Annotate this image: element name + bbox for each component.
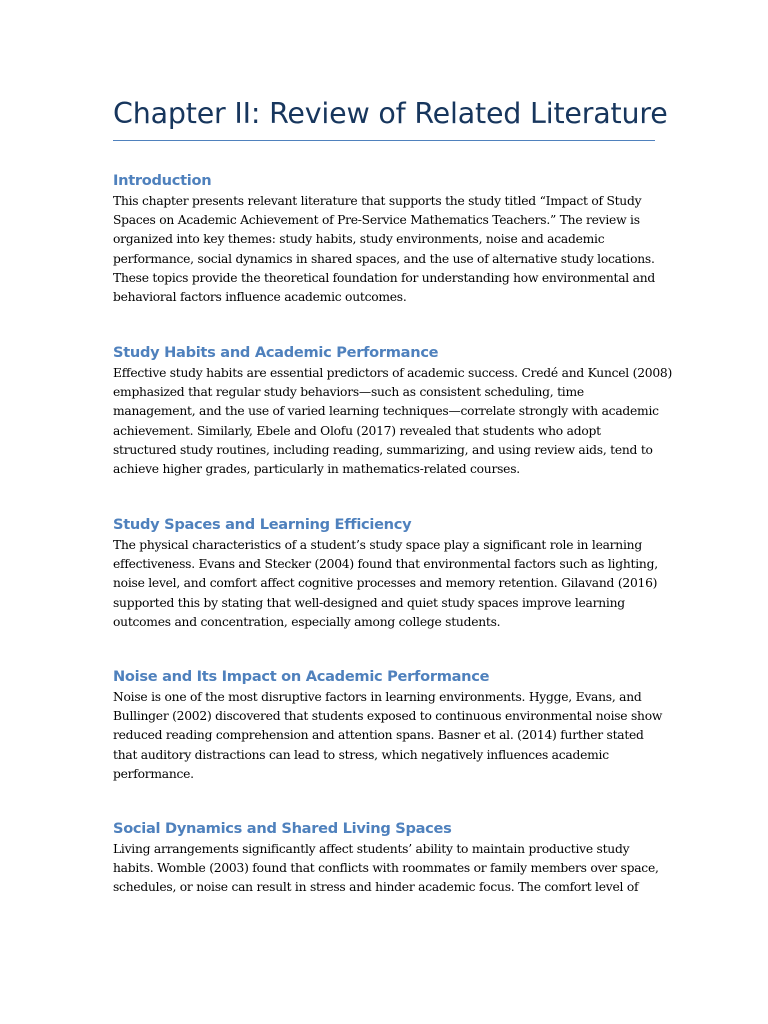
paragraph-line: performance. xyxy=(113,766,194,781)
paragraph-line: Living arrangements significantly affect students’ ability to maintain productive study xyxy=(113,842,630,856)
paragraph-line: Bullinger (2002) discovered that students exposed to continuous environmental noise show xyxy=(113,709,663,724)
paragraph-line: organized into key themes: study habits, study environments, noise and academic xyxy=(113,232,605,247)
paragraph-line: achievement. Similarly, Ebele and Olofu (2017) revealed that students who adopt xyxy=(113,423,601,438)
paragraph-line: Spaces on Academic Achievement of Pre-Service Mathematics Teachers.” The review is xyxy=(113,213,640,228)
section-paragraph xyxy=(113,363,673,479)
paragraph-line: outcomes and concentration, especially among college students. xyxy=(113,614,501,629)
section-paragraph xyxy=(113,687,663,784)
section-heading: Introduction xyxy=(113,172,212,189)
paragraph-line: management, and the use of varied learning techniques—correlate strongly with academic xyxy=(113,404,659,419)
section-paragraph xyxy=(113,839,659,898)
section-heading: Noise and Its Impact on Academic Performance xyxy=(113,668,490,685)
section-paragraph xyxy=(113,535,658,632)
section-study-spaces xyxy=(113,515,658,632)
paragraph-line: These topics provide the theoretical foundation for understanding how environmental and xyxy=(113,270,656,285)
paragraph-line: Effective study habits are essential predictors of academic success. Credé and Kuncel (2008) xyxy=(113,366,673,380)
paragraph-line: that auditory distractions can lead to stress, which negatively influences academic xyxy=(113,747,609,762)
title-underline-rule xyxy=(113,140,655,141)
paragraph-line: performance, social dynamics in shared spaces, and the use of alternative study locations. xyxy=(113,251,655,266)
paragraph-line: supported this by stating that well-designed and quiet study spaces improve learning xyxy=(113,595,625,610)
paragraph-line: reduced reading comprehension and attention spans. Basner et al. (2014) further stated xyxy=(113,728,644,743)
section-study-habits xyxy=(113,343,673,479)
paragraph-line: habits. Womble (2003) found that conflicts with roommates or family members over space, xyxy=(113,861,659,876)
paragraph-line: emphasized that regular study behaviors—such as consistent scheduling, time xyxy=(113,385,584,400)
section-introduction xyxy=(113,171,655,307)
section-noise xyxy=(113,667,663,784)
paragraph-line: The physical characteristics of a student’s study space play a significant role in learning xyxy=(113,538,642,552)
section-heading: Social Dynamics and Shared Living Spaces xyxy=(113,820,452,837)
paragraph-line: achieve higher grades, particularly in mathematics-related courses. xyxy=(113,462,520,477)
paragraph-line: Noise is one of the most disruptive factors in learning environments. Hygge, Evans, and xyxy=(113,690,642,704)
section-heading: Study Habits and Academic Performance xyxy=(113,344,439,361)
paragraph-line: schedules, or noise can result in stress and hinder academic focus. The comfort level of xyxy=(113,880,639,895)
paragraph-line: behavioral factors influence academic outcomes. xyxy=(113,290,407,305)
paragraph-line: noise level, and comfort affect cognitive processes and memory retention. Gilavand (2016) xyxy=(113,576,658,591)
section-heading: Study Spaces and Learning Efficiency xyxy=(113,516,412,533)
section-social-dynamics xyxy=(113,819,659,898)
paragraph-line: This chapter presents relevant literature that supports the study titled “Impact of Study xyxy=(113,194,642,208)
document-page xyxy=(113,0,673,895)
paragraph-line: effectiveness. Evans and Stecker (2004) found that environmental factors such as lighting, xyxy=(113,557,658,572)
section-paragraph xyxy=(113,191,655,307)
chapter-title: Chapter II: Review of Related Literature xyxy=(113,97,668,130)
paragraph-line: structured study routines, including reading, summarizing, and using review aids, tend to xyxy=(113,442,653,457)
